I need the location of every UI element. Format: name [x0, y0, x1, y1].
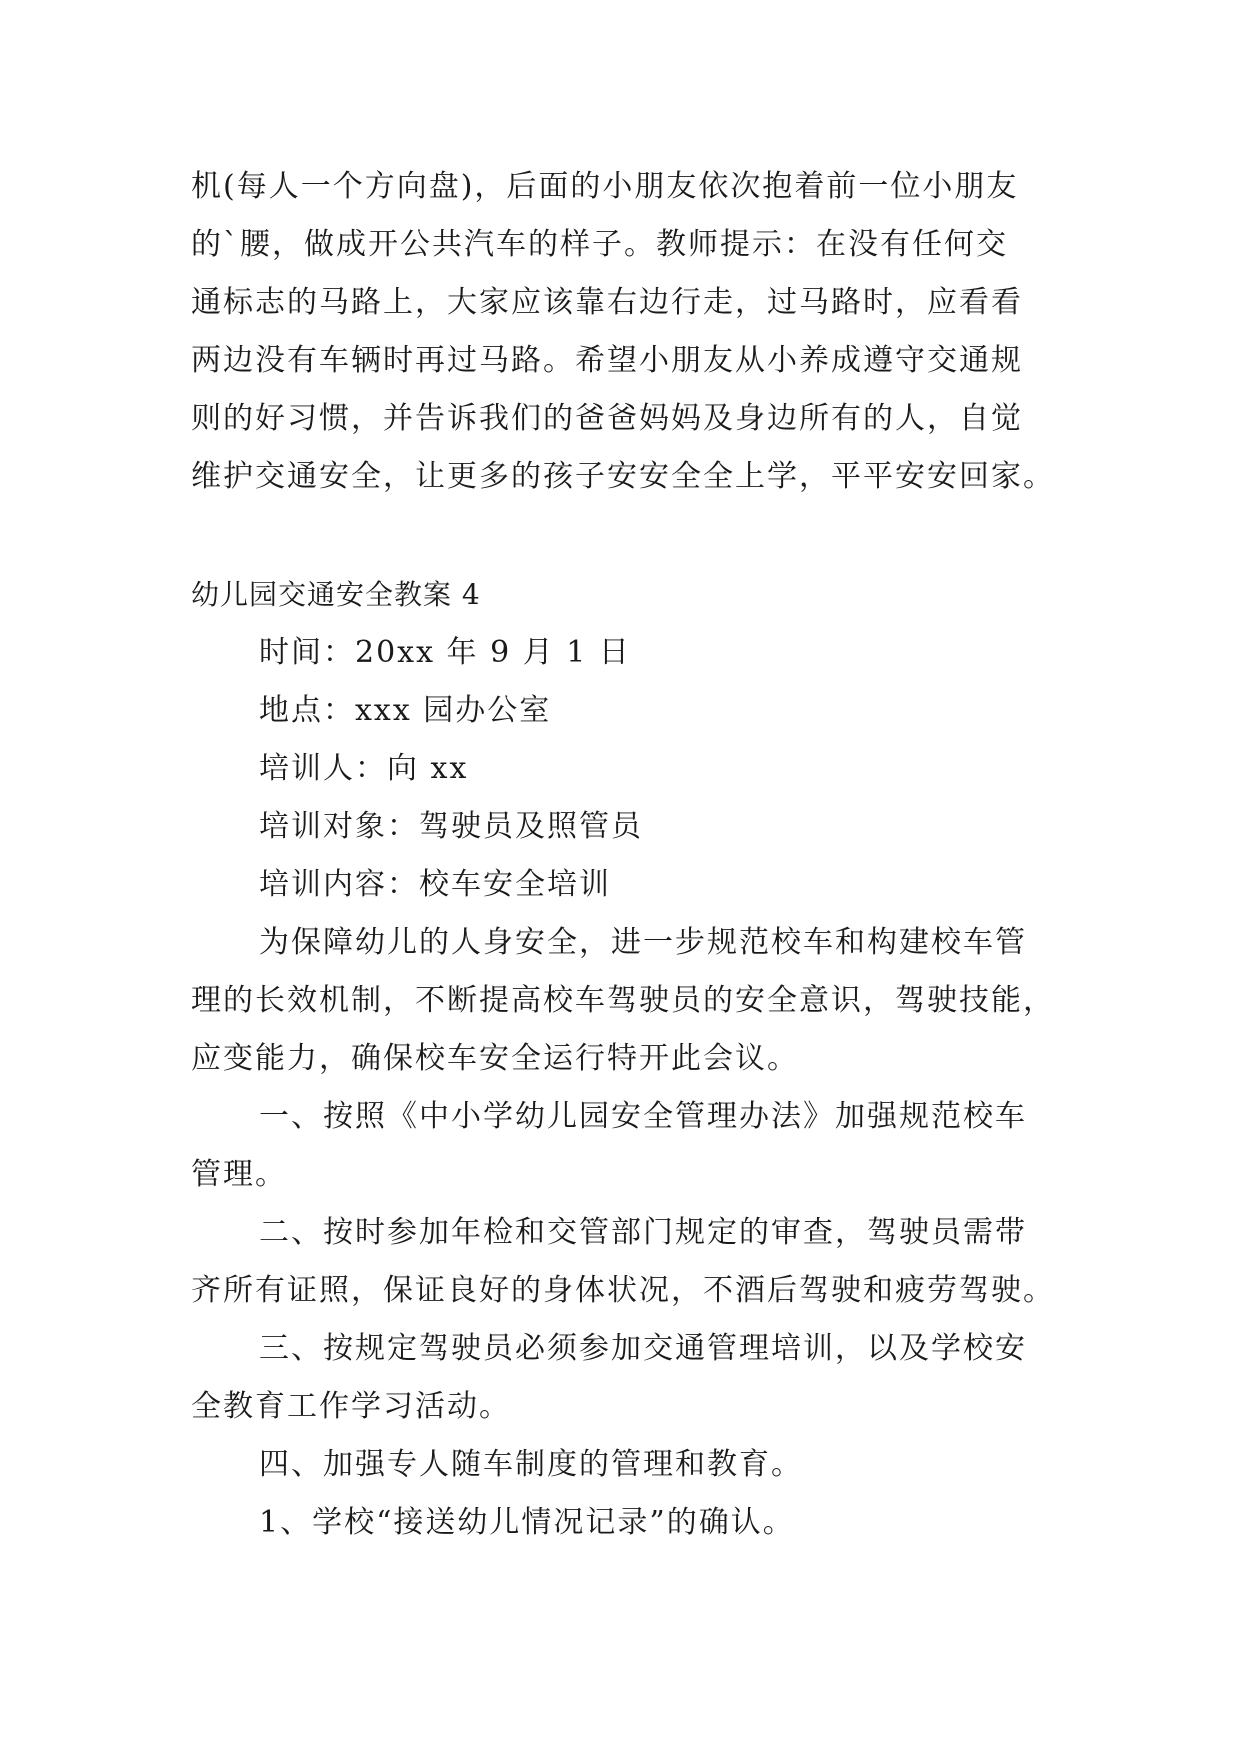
text-line: 通标志的马路上，大家应该靠右边行走，过马路时，应看看: [191, 285, 1023, 320]
text-line: 则的好习惯，并告诉我们的爸爸妈妈及身边所有的人，自觉: [191, 401, 1023, 436]
text-line: 全教育工作学习活动。: [191, 1389, 511, 1424]
text-line: 维护交通安全，让更多的孩子安安全全上学，平平安安回家。: [191, 459, 1055, 494]
text-line: 管理。: [191, 1157, 287, 1192]
place-line: 地点：xxx 园办公室: [259, 693, 552, 728]
text-line: 齐所有证照，保证良好的身体状况，不酒后驾驶和疲劳驾驶。: [191, 1273, 1055, 1308]
section-title: 幼儿园交通安全教案 4: [191, 578, 481, 611]
text-line: 机(每人一个方向盘)，后面的小朋友依次抱着前一位小朋友: [191, 169, 1019, 204]
text-line: 的`腰，做成开公共汽车的样子。教师提示：在没有任何交: [191, 227, 1008, 262]
content-line: 培训内容：校车安全培训: [259, 867, 611, 902]
audience-line: 培训对象：驾驶员及照管员: [259, 809, 643, 844]
item-1-paragraph: [191, 1088, 1051, 1204]
time-line: 时间：20xx 年 9 月 1 日: [259, 635, 631, 670]
item-4-paragraph: 四、加强专人随车制度的管理和教育。: [259, 1447, 803, 1482]
lesson-section: [191, 566, 1055, 1552]
subitem-1-paragraph: 1、学校“接送幼儿情况记录”的确认。: [259, 1505, 795, 1540]
text-line: 为保障幼儿的人身安全，进一步规范校车和构建校车管: [259, 925, 1027, 960]
text-line: 一、按照《中小学幼儿园安全管理办法》加强规范校车: [259, 1099, 1027, 1134]
item-2-paragraph: [191, 1204, 1055, 1320]
text-line: 理的长效机制，不断提高校车驾驶员的安全意识，驾驶技能，: [191, 983, 1055, 1018]
item-3-paragraph: [191, 1320, 1051, 1436]
text-line: 两边没有车辆时再过马路。希望小朋友从小养成遵守交通规: [191, 343, 1023, 378]
intro-paragraph: [191, 914, 1055, 1088]
trainer-line: 培训人：向 xx: [259, 751, 469, 786]
text-line: 三、按规定驾驶员必须参加交通管理培训，以及学校安: [259, 1331, 1027, 1366]
text-line: 二、按时参加年检和交管部门规定的审查，驾驶员需带: [259, 1215, 1027, 1250]
continuation-paragraph: [191, 158, 1055, 506]
text-line: 应变能力，确保校车安全运行特开此会议。: [191, 1041, 799, 1076]
